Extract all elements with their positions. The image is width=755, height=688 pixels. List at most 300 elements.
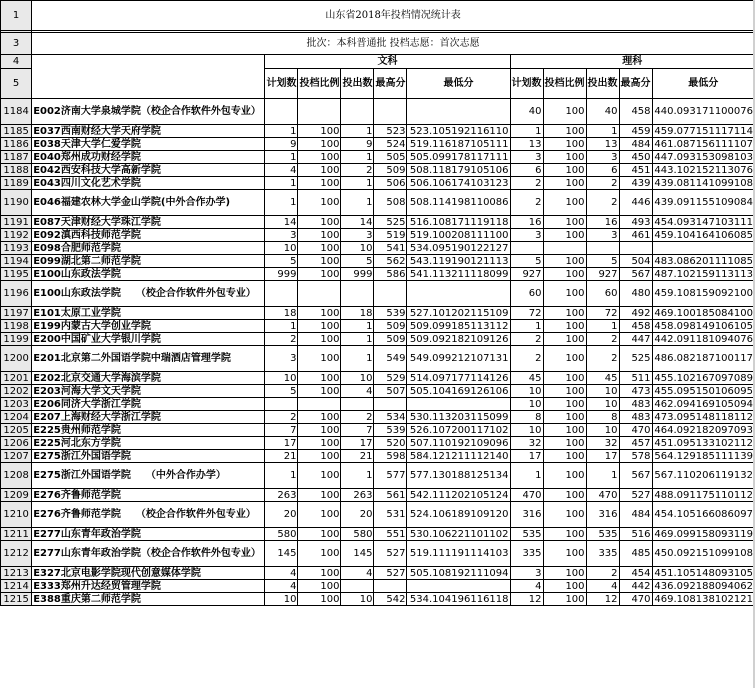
like-cell[interactable]: 442 xyxy=(619,580,652,593)
row-header[interactable]: 1193 xyxy=(1,242,32,255)
like-cell[interactable]: 45 xyxy=(586,372,619,385)
school-name-cell[interactable]: E225河北东方学院 xyxy=(32,437,265,450)
row-header[interactable]: 1187 xyxy=(1,151,32,164)
wenke-cell[interactable] xyxy=(298,281,341,307)
like-cell[interactable]: 10 xyxy=(510,424,543,437)
school-name-cell[interactable]: E092滇西科技师范学院 xyxy=(32,229,265,242)
like-cell[interactable]: 100 xyxy=(543,385,586,398)
wenke-cell[interactable]: 539 xyxy=(374,424,407,437)
wenke-cell[interactable]: 562 xyxy=(374,255,407,268)
wenke-cell[interactable]: 586 xyxy=(374,268,407,281)
like-cell[interactable]: 4 xyxy=(586,580,619,593)
like-cell[interactable]: 455.102167097089 xyxy=(652,372,754,385)
wenke-cell[interactable]: 17 xyxy=(265,437,298,450)
like-cell[interactable]: 1 xyxy=(586,463,619,489)
like-cell[interactable]: 485 xyxy=(619,541,652,567)
like-cell[interactable]: 100 xyxy=(543,229,586,242)
school-name-cell[interactable]: E277山东青年政治学院（校企合作软件外包专业） xyxy=(32,541,265,567)
like-cell[interactable]: 10 xyxy=(586,424,619,437)
like-cell[interactable] xyxy=(586,242,619,255)
like-cell[interactable]: 458 xyxy=(619,320,652,333)
wenke-cell[interactable]: 523 xyxy=(374,125,407,138)
wenke-cell[interactable]: 516.108171119118 xyxy=(407,216,510,229)
like-cell[interactable]: 1 xyxy=(586,320,619,333)
like-cell[interactable]: 3 xyxy=(510,151,543,164)
wenke-cell[interactable]: 580 xyxy=(265,528,298,541)
wenke-cell[interactable]: 506.106174103123 xyxy=(407,177,510,190)
like-cell[interactable]: 473.095148118112 xyxy=(652,411,754,424)
school-name-cell[interactable]: E038天津大学仁爱学院 xyxy=(32,138,265,151)
wenke-cell[interactable]: 999 xyxy=(341,268,374,281)
like-cell[interactable]: 486.082187100117 xyxy=(652,346,754,372)
school-name-cell[interactable]: E200中国矿业大学银川学院 xyxy=(32,333,265,346)
like-cell[interactable]: 100 xyxy=(543,398,586,411)
row-header[interactable]: 1204 xyxy=(1,411,32,424)
wenke-cell[interactable]: 514.097177114126 xyxy=(407,372,510,385)
like-cell[interactable]: 535 xyxy=(510,528,543,541)
school-name-cell[interactable]: E099湖北第二师范学院 xyxy=(32,255,265,268)
like-cell[interactable]: 459.104164106085 xyxy=(652,229,754,242)
like-cell[interactable]: 450 xyxy=(619,151,652,164)
wenke-cell[interactable]: 549.099212107131 xyxy=(407,346,510,372)
like-cell[interactable]: 461 xyxy=(619,229,652,242)
like-cell[interactable]: 13 xyxy=(510,138,543,151)
wenke-cell[interactable]: 14 xyxy=(341,216,374,229)
wenke-cell[interactable]: 9 xyxy=(265,138,298,151)
like-cell[interactable]: 525 xyxy=(619,346,652,372)
like-cell[interactable]: 439.081141099108 xyxy=(652,177,754,190)
like-cell[interactable]: 8 xyxy=(586,411,619,424)
like-cell[interactable]: 469.099158093119 xyxy=(652,528,754,541)
wenke-cell[interactable]: 2 xyxy=(265,333,298,346)
like-cell[interactable]: 567.110206119132 xyxy=(652,463,754,489)
wenke-cell[interactable]: 507.110192109096 xyxy=(407,437,510,450)
like-cell[interactable]: 469.100185084100 xyxy=(652,307,754,320)
like-cell[interactable]: 480 xyxy=(619,281,652,307)
wenke-cell[interactable]: 1 xyxy=(341,346,374,372)
wenke-cell[interactable]: 100 xyxy=(298,541,341,567)
like-cell[interactable]: 316 xyxy=(510,502,543,528)
wenke-cell[interactable]: 505.099178117111 xyxy=(407,151,510,164)
wenke-cell[interactable]: 527.101202115109 xyxy=(407,307,510,320)
wenke-cell[interactable]: 505.104169126106 xyxy=(407,385,510,398)
like-cell[interactable]: 927 xyxy=(510,268,543,281)
school-name-cell[interactable]: E040郑州成功财经学院 xyxy=(32,151,265,164)
like-cell[interactable]: 8 xyxy=(510,411,543,424)
school-name-cell[interactable]: E037西南财经大学天府学院 xyxy=(32,125,265,138)
like-cell[interactable]: 451.095133102112 xyxy=(652,437,754,450)
row-header[interactable]: 1205 xyxy=(1,424,32,437)
row-header[interactable]: 1209 xyxy=(1,489,32,502)
like-cell[interactable]: 100 xyxy=(543,502,586,528)
like-cell[interactable] xyxy=(510,242,543,255)
wenke-cell[interactable]: 5 xyxy=(265,385,298,398)
wenke-cell[interactable]: 1 xyxy=(265,177,298,190)
wenke-cell[interactable]: 100 xyxy=(298,385,341,398)
wenke-cell[interactable]: 529 xyxy=(374,372,407,385)
wenke-cell[interactable]: 584.121211112140 xyxy=(407,450,510,463)
wenke-cell[interactable]: 509 xyxy=(374,320,407,333)
row-header[interactable]: 1213 xyxy=(1,567,32,580)
wenke-cell[interactable] xyxy=(374,281,407,307)
wenke-cell[interactable]: 551 xyxy=(374,528,407,541)
like-cell[interactable]: 12 xyxy=(510,593,543,606)
wenke-cell[interactable]: 10 xyxy=(265,593,298,606)
like-cell[interactable]: 2 xyxy=(510,177,543,190)
wenke-cell[interactable] xyxy=(341,99,374,125)
wenke-cell[interactable]: 561 xyxy=(374,489,407,502)
wenke-cell[interactable]: 509.099185113112 xyxy=(407,320,510,333)
wenke-cell[interactable]: 2 xyxy=(265,411,298,424)
like-cell[interactable]: 100 xyxy=(543,255,586,268)
wenke-cell[interactable]: 5 xyxy=(265,255,298,268)
wenke-cell[interactable] xyxy=(407,580,510,593)
wenke-cell[interactable] xyxy=(265,99,298,125)
like-cell[interactable]: 335 xyxy=(510,541,543,567)
wenke-cell[interactable]: 534 xyxy=(374,411,407,424)
wenke-cell[interactable]: 10 xyxy=(265,372,298,385)
wenke-cell[interactable]: 100 xyxy=(298,307,341,320)
like-cell[interactable]: 6 xyxy=(586,164,619,177)
like-cell[interactable]: 32 xyxy=(586,437,619,450)
row-header[interactable]: 1195 xyxy=(1,268,32,281)
like-cell[interactable]: 1 xyxy=(510,463,543,489)
wenke-cell[interactable]: 519.116187105111 xyxy=(407,138,510,151)
school-name-cell[interactable]: E042西安科技大学高新学院 xyxy=(32,164,265,177)
row-header[interactable]: 1202 xyxy=(1,385,32,398)
wenke-cell[interactable]: 21 xyxy=(265,450,298,463)
wenke-cell[interactable]: 9 xyxy=(341,138,374,151)
wenke-cell[interactable]: 1 xyxy=(341,125,374,138)
like-cell[interactable]: 3 xyxy=(510,229,543,242)
row-header[interactable]: 4 xyxy=(1,55,32,69)
school-name-cell[interactable]: E225贵州师范学院 xyxy=(32,424,265,437)
like-cell[interactable]: 442.091181094076 xyxy=(652,333,754,346)
like-cell[interactable]: 473 xyxy=(619,385,652,398)
like-cell[interactable]: 564.129185111139 xyxy=(652,450,754,463)
wenke-cell[interactable]: 1 xyxy=(265,463,298,489)
wenke-cell[interactable]: 100 xyxy=(298,593,341,606)
wenke-cell[interactable]: 2 xyxy=(341,411,374,424)
like-cell[interactable]: 459.077151117114 xyxy=(652,125,754,138)
like-cell[interactable]: 3 xyxy=(510,567,543,580)
like-cell[interactable]: 567 xyxy=(619,463,652,489)
wenke-cell[interactable]: 549 xyxy=(374,346,407,372)
wenke-cell[interactable]: 519 xyxy=(374,229,407,242)
school-name-cell[interactable]: E002济南大学泉城学院（校企合作软件外包专业） xyxy=(32,99,265,125)
row-header[interactable]: 1200 xyxy=(1,346,32,372)
like-cell[interactable]: 5 xyxy=(586,255,619,268)
wenke-cell[interactable] xyxy=(341,398,374,411)
like-cell[interactable]: 100 xyxy=(543,346,586,372)
wenke-cell[interactable]: 100 xyxy=(298,489,341,502)
like-cell[interactable]: 447.093153098103 xyxy=(652,151,754,164)
like-cell[interactable]: 516 xyxy=(619,528,652,541)
like-cell[interactable]: 446 xyxy=(619,190,652,216)
like-cell[interactable]: 100 xyxy=(543,216,586,229)
like-cell[interactable]: 451 xyxy=(619,164,652,177)
like-cell[interactable]: 504 xyxy=(619,255,652,268)
wenke-cell[interactable]: 1 xyxy=(341,151,374,164)
like-cell[interactable]: 100 xyxy=(543,320,586,333)
wenke-cell[interactable]: 100 xyxy=(298,125,341,138)
wenke-cell[interactable]: 530.113203115099 xyxy=(407,411,510,424)
wenke-cell[interactable]: 4 xyxy=(265,164,298,177)
like-cell[interactable]: 13 xyxy=(586,138,619,151)
like-cell[interactable]: 1 xyxy=(586,125,619,138)
school-name-cell[interactable]: E101太原工业学院 xyxy=(32,307,265,320)
wenke-cell[interactable]: 519.111191114103 xyxy=(407,541,510,567)
like-cell[interactable]: 17 xyxy=(586,450,619,463)
school-name-cell[interactable]: E199内蒙古大学创业学院 xyxy=(32,320,265,333)
wenke-cell[interactable]: 263 xyxy=(265,489,298,502)
school-name-cell[interactable]: E388重庆第二师范学院 xyxy=(32,593,265,606)
like-cell[interactable]: 927 xyxy=(586,268,619,281)
wenke-cell[interactable]: 100 xyxy=(298,242,341,255)
like-cell[interactable]: 492 xyxy=(619,307,652,320)
wenke-cell[interactable]: 542.111202105124 xyxy=(407,489,510,502)
row-header[interactable]: 1184 xyxy=(1,99,32,125)
wenke-cell[interactable]: 534.095190122127 xyxy=(407,242,510,255)
wenke-cell[interactable]: 1 xyxy=(341,190,374,216)
wenke-cell[interactable]: 519.100208111100 xyxy=(407,229,510,242)
like-cell[interactable]: 100 xyxy=(543,164,586,177)
wenke-cell[interactable]: 5 xyxy=(341,255,374,268)
like-cell[interactable]: 10 xyxy=(510,398,543,411)
like-cell[interactable]: 100 xyxy=(543,372,586,385)
wenke-cell[interactable]: 100 xyxy=(298,177,341,190)
wenke-cell[interactable]: 100 xyxy=(298,320,341,333)
wenke-cell[interactable]: 508 xyxy=(374,190,407,216)
like-cell[interactable]: 461.087156111107 xyxy=(652,138,754,151)
wenke-cell[interactable]: 20 xyxy=(341,502,374,528)
wenke-cell[interactable] xyxy=(298,99,341,125)
school-header-cell[interactable] xyxy=(32,55,265,99)
like-cell[interactable]: 483.086201111085 xyxy=(652,255,754,268)
like-cell[interactable]: 16 xyxy=(510,216,543,229)
wenke-cell[interactable]: 580 xyxy=(341,528,374,541)
wenke-cell[interactable]: 20 xyxy=(265,502,298,528)
wenke-cell[interactable]: 100 xyxy=(298,229,341,242)
school-name-cell[interactable]: E275浙江外国语学院 （中外合作办学） xyxy=(32,463,265,489)
like-cell[interactable]: 100 xyxy=(543,450,586,463)
wenke-cell[interactable]: 1 xyxy=(265,190,298,216)
like-cell[interactable]: 6 xyxy=(510,164,543,177)
wenke-cell[interactable]: 577.130188125134 xyxy=(407,463,510,489)
like-cell[interactable]: 2 xyxy=(510,190,543,216)
wenke-cell[interactable]: 145 xyxy=(265,541,298,567)
like-cell[interactable]: 45 xyxy=(510,372,543,385)
school-name-cell[interactable]: E202北京交通大学海滨学院 xyxy=(32,372,265,385)
like-cell[interactable]: 100 xyxy=(543,151,586,164)
wenke-cell[interactable]: 263 xyxy=(341,489,374,502)
like-cell[interactable]: 1 xyxy=(510,320,543,333)
like-cell[interactable]: 10 xyxy=(586,398,619,411)
like-cell[interactable]: 459 xyxy=(619,125,652,138)
wenke-cell[interactable] xyxy=(265,281,298,307)
wenke-cell[interactable] xyxy=(341,580,374,593)
wenke-cell[interactable]: 100 xyxy=(298,411,341,424)
row-header[interactable]: 1206 xyxy=(1,437,32,450)
like-cell[interactable]: 2 xyxy=(586,177,619,190)
like-cell[interactable]: 470 xyxy=(619,593,652,606)
like-cell[interactable]: 2 xyxy=(510,346,543,372)
like-cell[interactable]: 60 xyxy=(510,281,543,307)
like-cell[interactable]: 469.108138102121 xyxy=(652,593,754,606)
like-cell[interactable]: 32 xyxy=(510,437,543,450)
wenke-cell[interactable] xyxy=(298,398,341,411)
row-header[interactable]: 1191 xyxy=(1,216,32,229)
like-cell[interactable]: 483 xyxy=(619,411,652,424)
wenke-cell[interactable]: 100 xyxy=(298,528,341,541)
wenke-cell[interactable]: 18 xyxy=(265,307,298,320)
like-cell[interactable]: 447 xyxy=(619,333,652,346)
wenke-cell[interactable]: 543.119190121113 xyxy=(407,255,510,268)
school-name-cell[interactable]: E098合肥师范学院 xyxy=(32,242,265,255)
wenke-cell[interactable] xyxy=(374,580,407,593)
wenke-cell[interactable]: 100 xyxy=(298,424,341,437)
like-cell[interactable]: 2 xyxy=(586,567,619,580)
wenke-cell[interactable]: 509 xyxy=(374,164,407,177)
like-cell[interactable] xyxy=(619,242,652,255)
like-cell[interactable]: 100 xyxy=(543,411,586,424)
wenke-cell[interactable] xyxy=(265,398,298,411)
like-cell[interactable]: 459.108159092100 xyxy=(652,281,754,307)
wenke-cell[interactable]: 100 xyxy=(298,268,341,281)
wenke-cell[interactable]: 100 xyxy=(298,463,341,489)
like-cell[interactable]: 439.091155109084 xyxy=(652,190,754,216)
like-cell[interactable] xyxy=(543,242,586,255)
wenke-cell[interactable]: 508.114198110086 xyxy=(407,190,510,216)
row-header[interactable]: 5 xyxy=(1,69,32,99)
like-cell[interactable]: 100 xyxy=(543,528,586,541)
like-cell[interactable]: 454.093147103111 xyxy=(652,216,754,229)
like-cell[interactable]: 100 xyxy=(543,307,586,320)
like-cell[interactable]: 462.094169105094 xyxy=(652,398,754,411)
row-header[interactable]: 1212 xyxy=(1,541,32,567)
row-header[interactable]: 1189 xyxy=(1,177,32,190)
row-header[interactable]: 1203 xyxy=(1,398,32,411)
wenke-cell[interactable]: 531 xyxy=(374,502,407,528)
like-cell[interactable]: 464.092182097093 xyxy=(652,424,754,437)
wenke-cell[interactable]: 525 xyxy=(374,216,407,229)
school-name-cell[interactable]: E100山东政法学院 （校企合作软件外包专业） xyxy=(32,281,265,307)
wenke-cell[interactable]: 539 xyxy=(374,307,407,320)
wenke-cell[interactable]: 527 xyxy=(374,541,407,567)
row-header[interactable]: 1185 xyxy=(1,125,32,138)
like-cell[interactable]: 17 xyxy=(510,450,543,463)
wenke-cell[interactable]: 4 xyxy=(265,580,298,593)
like-cell[interactable]: 451.105148093105 xyxy=(652,567,754,580)
like-cell[interactable]: 436.092188094062 xyxy=(652,580,754,593)
wenke-cell[interactable]: 3 xyxy=(265,346,298,372)
like-cell[interactable]: 100 xyxy=(543,437,586,450)
wenke-cell[interactable]: 21 xyxy=(341,450,374,463)
like-cell[interactable]: 100 xyxy=(543,268,586,281)
wenke-cell[interactable]: 100 xyxy=(298,450,341,463)
wenke-cell[interactable]: 1 xyxy=(265,125,298,138)
wenke-cell[interactable] xyxy=(407,99,510,125)
wenke-cell[interactable]: 100 xyxy=(298,502,341,528)
row-header[interactable]: 1201 xyxy=(1,372,32,385)
wenke-cell[interactable]: 100 xyxy=(298,567,341,580)
wenke-cell[interactable]: 100 xyxy=(298,138,341,151)
like-cell[interactable]: 1 xyxy=(510,125,543,138)
school-name-cell[interactable]: E043四川文化艺术学院 xyxy=(32,177,265,190)
wenke-cell[interactable]: 527 xyxy=(374,567,407,580)
wenke-cell[interactable]: 520 xyxy=(374,437,407,450)
like-cell[interactable]: 567 xyxy=(619,268,652,281)
wenke-cell[interactable]: 1 xyxy=(341,333,374,346)
like-cell[interactable]: 5 xyxy=(510,255,543,268)
wenke-cell[interactable]: 100 xyxy=(298,164,341,177)
wenke-cell[interactable] xyxy=(341,281,374,307)
wenke-cell[interactable]: 1 xyxy=(341,177,374,190)
wenke-cell[interactable] xyxy=(407,398,510,411)
wenke-cell[interactable]: 100 xyxy=(298,255,341,268)
row-header[interactable]: 1214 xyxy=(1,580,32,593)
wenke-cell[interactable]: 542 xyxy=(374,593,407,606)
like-cell[interactable]: 483 xyxy=(619,398,652,411)
like-cell[interactable]: 3 xyxy=(586,229,619,242)
like-cell[interactable]: 100 xyxy=(543,424,586,437)
row-header[interactable]: 2 xyxy=(1,31,32,33)
wenke-cell[interactable]: 100 xyxy=(298,216,341,229)
wenke-cell[interactable]: 10 xyxy=(341,242,374,255)
like-cell[interactable]: 493 xyxy=(619,216,652,229)
wenke-cell[interactable]: 524 xyxy=(374,138,407,151)
like-cell[interactable]: 100 xyxy=(543,177,586,190)
wenke-cell[interactable]: 508.118179105106 xyxy=(407,164,510,177)
row-header[interactable]: 1190 xyxy=(1,190,32,216)
wenke-cell[interactable]: 541 xyxy=(374,242,407,255)
like-cell[interactable]: 527 xyxy=(619,489,652,502)
wenke-cell[interactable]: 100 xyxy=(298,151,341,164)
wenke-cell[interactable]: 10 xyxy=(265,242,298,255)
like-cell[interactable]: 484 xyxy=(619,138,652,151)
like-cell[interactable]: 100 xyxy=(543,593,586,606)
wenke-cell[interactable]: 534.104196116118 xyxy=(407,593,510,606)
row-header[interactable]: 1186 xyxy=(1,138,32,151)
like-cell[interactable]: 316 xyxy=(586,502,619,528)
wenke-cell[interactable] xyxy=(374,398,407,411)
wenke-cell[interactable]: 100 xyxy=(298,346,341,372)
wenke-cell[interactable]: 4 xyxy=(265,567,298,580)
like-cell[interactable]: 458 xyxy=(619,99,652,125)
wenke-cell[interactable]: 506 xyxy=(374,177,407,190)
wenke-cell[interactable]: 530.106221101102 xyxy=(407,528,510,541)
wenke-cell[interactable]: 10 xyxy=(341,372,374,385)
wenke-cell[interactable]: 1 xyxy=(341,463,374,489)
wenke-cell[interactable]: 523.105192116110 xyxy=(407,125,510,138)
row-header[interactable]: 1 xyxy=(1,1,32,31)
like-cell[interactable]: 40 xyxy=(510,99,543,125)
like-cell[interactable]: 439 xyxy=(619,177,652,190)
row-header[interactable]: 1197 xyxy=(1,307,32,320)
wenke-cell[interactable]: 17 xyxy=(341,437,374,450)
wenke-cell[interactable]: 100 xyxy=(298,580,341,593)
wenke-cell[interactable]: 145 xyxy=(341,541,374,567)
wenke-cell[interactable]: 509.092182109126 xyxy=(407,333,510,346)
wenke-cell[interactable]: 100 xyxy=(298,437,341,450)
row-header[interactable]: 1199 xyxy=(1,333,32,346)
like-cell[interactable]: 487.102159113113 xyxy=(652,268,754,281)
like-cell[interactable]: 2 xyxy=(510,333,543,346)
like-cell[interactable]: 40 xyxy=(586,99,619,125)
row-header[interactable]: 1188 xyxy=(1,164,32,177)
wenke-cell[interactable]: 100 xyxy=(298,190,341,216)
wenke-cell[interactable]: 1 xyxy=(265,320,298,333)
